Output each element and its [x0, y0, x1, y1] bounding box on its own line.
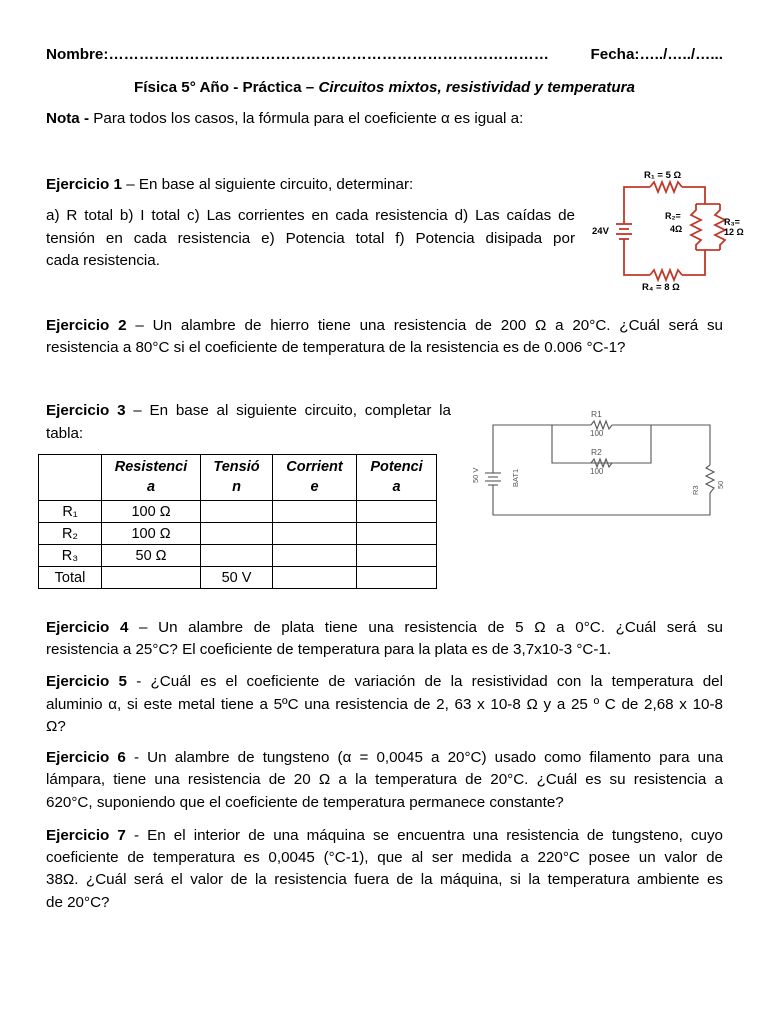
ej7-line1: Ejercicio 7 - En el interior de una máquina se encuentra una resistencia de tungsteno, cuyo: [46, 827, 723, 844]
ej6-line3: 620°C, suponiendo que el coeficiente de temperatura permanece constante?: [46, 794, 564, 811]
ej2-line1: Ejercicio 2 – Un alambre de hierro tiene una resistencia de 200 Ω a 20°C. ¿Cuál será su: [46, 317, 724, 334]
table-cell[interactable]: [357, 523, 437, 545]
table-header-cell: Potenci a: [357, 455, 437, 501]
ej1-line3: cada resistencia.: [46, 252, 160, 269]
r4-zigzag: [650, 270, 682, 280]
table-cell: R₁: [39, 501, 102, 523]
r2-label-3: R2: [591, 447, 602, 457]
r2-value-3: 100: [590, 467, 604, 476]
ej1-intro: Ejercicio 1 – En base al siguiente circuito, determinar:: [46, 176, 414, 193]
ej6-line1: Ejercicio 6 - Un alambre de tungsteno (α = 0,0045 a 20°C) usado como filamento para una: [46, 749, 724, 766]
ej5-line3: Ω?: [46, 718, 66, 735]
ej4-line2: resistencia a 25°C? El coeficiente de temperatura para la plata es de 3,7x10-3 °C-1.: [46, 641, 612, 658]
r2-zigzag: [691, 204, 701, 250]
ej1-line2: tensión en cada resistencia e) Potencia total f) Potencia disipada por: [46, 230, 575, 247]
circuit-3-diagram: [463, 405, 723, 520]
ej7-line4: de 20°C?: [46, 894, 110, 911]
ej6-label: Ejercicio 6: [46, 749, 126, 766]
r3-value-3: 50: [716, 480, 725, 489]
fecha-label: Fecha:…../…../…...: [590, 46, 723, 63]
ej3-line1: Ejercicio 3 – En base al siguiente circuito, completar la: [46, 402, 451, 419]
table-cell[interactable]: [357, 501, 437, 523]
nombre-dots: ……………………………………………………………………………: [108, 46, 549, 63]
ej1-line1: a) R total b) I total c) Las corrientes en cada resistencia d) Las caídas de: [46, 207, 575, 224]
table-header-cell: Resistenci a: [102, 455, 201, 501]
source-label: 24V: [592, 226, 609, 237]
r1-value-3: 100: [590, 429, 604, 438]
ej2-label: Ejercicio 2: [46, 317, 127, 334]
table-row: [39, 523, 437, 545]
table-row: [39, 545, 437, 567]
page-title: Física 5° Año - Práctica – Circuitos mixtos, resistividad y temperatura: [134, 79, 635, 96]
ej6-line2: lámpara, tiene una resistencia de 20 Ω a la temperatura de 20°C. ¿Cuál es su resistencia a: [46, 771, 723, 788]
ej3-label: Ejercicio 3: [46, 402, 126, 419]
nota-line: Nota - Para todos los casos, la fórmula para el coeficiente α es igual a:: [46, 110, 524, 127]
ej5-line2: aluminio α, si este metal tiene a 5ºC una resistencia de 2, 63 x 10-8 Ω y a 25 º C de 2,68 x 10-8: [46, 696, 723, 713]
table-cell[interactable]: [201, 523, 273, 545]
table-cell[interactable]: [201, 545, 273, 567]
ej3-table: [38, 454, 437, 589]
table-cell[interactable]: [357, 567, 437, 589]
ej1-label: Ejercicio 1: [46, 176, 122, 193]
ej5-label: Ejercicio 5: [46, 673, 127, 690]
circuit-1-diagram: [588, 162, 753, 297]
table-header-row: [39, 455, 437, 501]
table-cell[interactable]: [102, 567, 201, 589]
r3-label-b: 12 Ω: [724, 227, 744, 237]
ej4-line1: Ejercicio 4 – Un alambre de plata tiene una resistencia de 5 Ω a 0°C. ¿Cuál será su: [46, 619, 723, 636]
table-cell[interactable]: [201, 501, 273, 523]
r2-label-a: R₂=: [665, 211, 681, 221]
table-cell[interactable]: [357, 545, 437, 567]
table-cell: R₂: [39, 523, 102, 545]
table-cell: 100 Ω: [102, 501, 201, 523]
r1-zigzag: [650, 182, 682, 192]
table-cell[interactable]: [273, 523, 357, 545]
r1-label-3: R1: [591, 409, 602, 419]
table-cell[interactable]: [273, 545, 357, 567]
table-cell: 50 V: [201, 567, 273, 589]
nombre-label: Nombre:: [46, 46, 109, 63]
name-date-line: [46, 44, 723, 67]
ej3-line2: tabla:: [46, 425, 84, 442]
ej5-line1: Ejercicio 5 - ¿Cuál es el coeficiente de variación de la resistividad con la temperatura del: [46, 673, 723, 690]
table-header-cell: Corrient e: [273, 455, 357, 501]
table-header-cell: Tensió n: [201, 455, 273, 501]
ej7-line3: 38Ω. ¿Cuál será el valor de la resistencia fuera de la máquina, si la temperatura ambiente es: [46, 871, 723, 888]
r3-label-a: R₃=: [724, 217, 740, 227]
table-cell: 50 Ω: [102, 545, 201, 567]
battery-label-3: BAT1: [511, 468, 520, 487]
table-cell[interactable]: [273, 567, 357, 589]
table-row: [39, 567, 437, 589]
table-row: [39, 501, 437, 523]
ej7-label: Ejercicio 7: [46, 827, 126, 844]
ej2-line2: resistencia a 80°C si el coeficiente de temperatura de la resistencia es de 0.006 °C-1?: [46, 339, 626, 356]
r1-zigzag-3: [591, 421, 612, 429]
r1-label: R₁ = 5 Ω: [644, 170, 682, 181]
ej7-line2: coeficiente de temperatura es 0,0045 (°C-1), que al ser medida a 220°C posee un valor de: [46, 849, 723, 866]
table-cell: 100 Ω: [102, 523, 201, 545]
ej4-label: Ejercicio 4: [46, 619, 129, 636]
r4-label: R₄ = 8 Ω: [642, 282, 680, 293]
r2-label-b: 4Ω: [670, 224, 683, 234]
table-cell: Total: [39, 567, 102, 589]
table-header-cell: [39, 455, 102, 501]
table-cell: R₃: [39, 545, 102, 567]
r3-zigzag-3: [706, 465, 714, 493]
r3-label-3: R3: [691, 485, 700, 495]
table-cell[interactable]: [273, 501, 357, 523]
battery-value-3: 50 V: [471, 467, 480, 483]
